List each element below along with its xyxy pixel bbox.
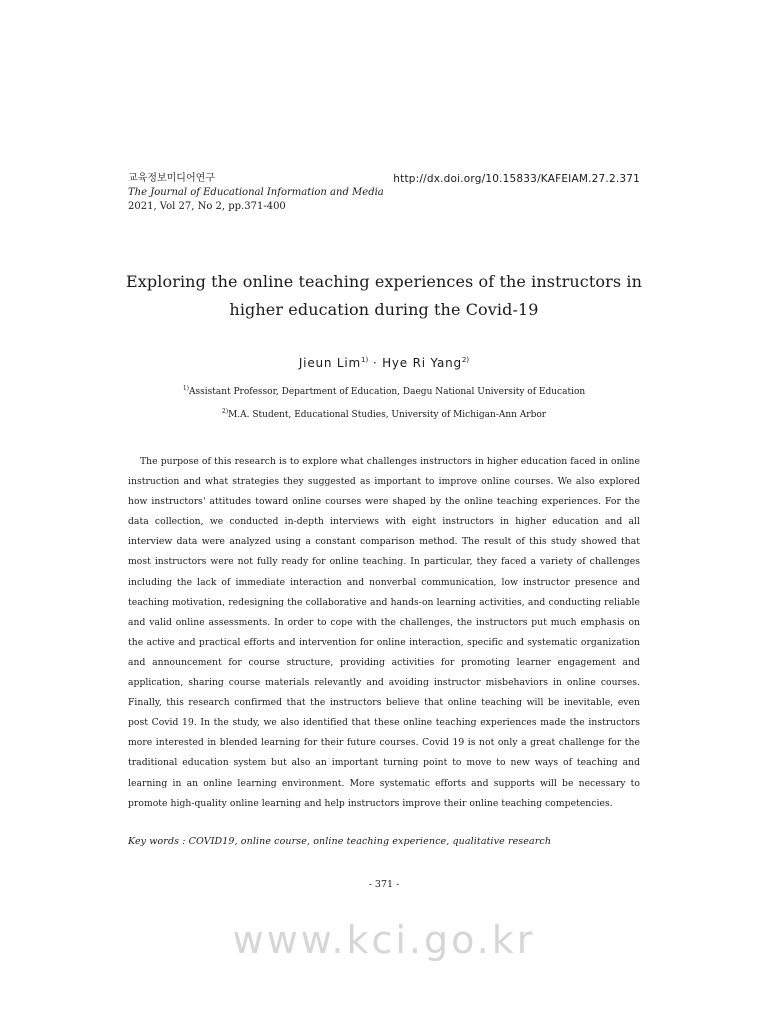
watermark: www.kci.go.kr [232,918,536,962]
journal-name-english: The Journal of Educational Information and Media [128,187,384,198]
paper-title [100,268,668,324]
affiliation-text: M.A. Student, Educational Studies, University of Michigan-Ann Arbor [228,410,547,420]
journal-name-korean: 교육정보미디어연구 [128,173,215,184]
author-superscript: 1) [361,356,369,364]
page-number: - 371 - [368,879,400,890]
affiliations [0,379,768,425]
affiliation-text: Assistant Professor, Department of Education, Daegu National University of Education [188,387,586,397]
author-list [0,356,768,370]
affiliation-superscript: 2) [221,408,229,415]
author-name: Jieun Lim [298,356,362,370]
affiliation [0,402,768,425]
affiliation [0,379,768,402]
doi-link[interactable]: http://dx.doi.org/10.15833/KAFEIAM.27.2.371 [393,173,640,185]
author-superscript: 2) [461,356,470,364]
journal-info [128,172,384,214]
author-separator: · [368,356,383,370]
abstract-text: The purpose of this research is to explore what challenges instructors in higher education faced in online instruction and what strategies they suggested as important to improve online courses. We also explored how instructors' attitudes toward online courses were shaped by the online teaching experiences. For the data collection, we conducted in-depth interviews with eight instructors in higher education and all interview data were analyzed using a constant comparison method. The result of this study showed that most instructors were not fully ready for online teaching. In particular, they faced a variety of challenges including the lack of immediate interaction and nonverbal communication, low instructor presence and teaching motivation, redesigning the collaborative and hands-on learning activities, and conducting reliable and valid online assessments. In order to cope with the challenges, the instructors put much emphasis on the active and practical efforts and intervention for online interaction, specific and systematic organization and announcement for course structure, providing activities for promoting learner engagement and application, sharing course materials relevantly and avoiding instructor misbehaviors in online courses. Finally, this research confirmed that the instructors believe that online teaching will be inevitable, even post Covid 19. In the study, we also identified that these online teaching experiences made the instructors more interested in blended learning for their future courses. Covid 19 is not only a great challenge for the traditional education system but also an important turning point to move to new ways of teaching and learning in an online learning environment. More systematic efforts and supports will be necessary to promote high-quality online learning and help instructors improve their online teaching competencies. [128,456,640,809]
affiliation-superscript: 1) [182,385,189,392]
title-line-2: higher education during the Covid-19 [229,300,539,319]
author-name: Hye Ri Yang [382,356,462,370]
journal-volume: 2021, Vol 27, No 2, pp.371-400 [128,201,286,212]
keywords: Key words : COVID19, online course, online teaching experience, qualitative research [128,836,552,847]
title-line-1: Exploring the online teaching experiences of the instructors in [126,272,642,291]
